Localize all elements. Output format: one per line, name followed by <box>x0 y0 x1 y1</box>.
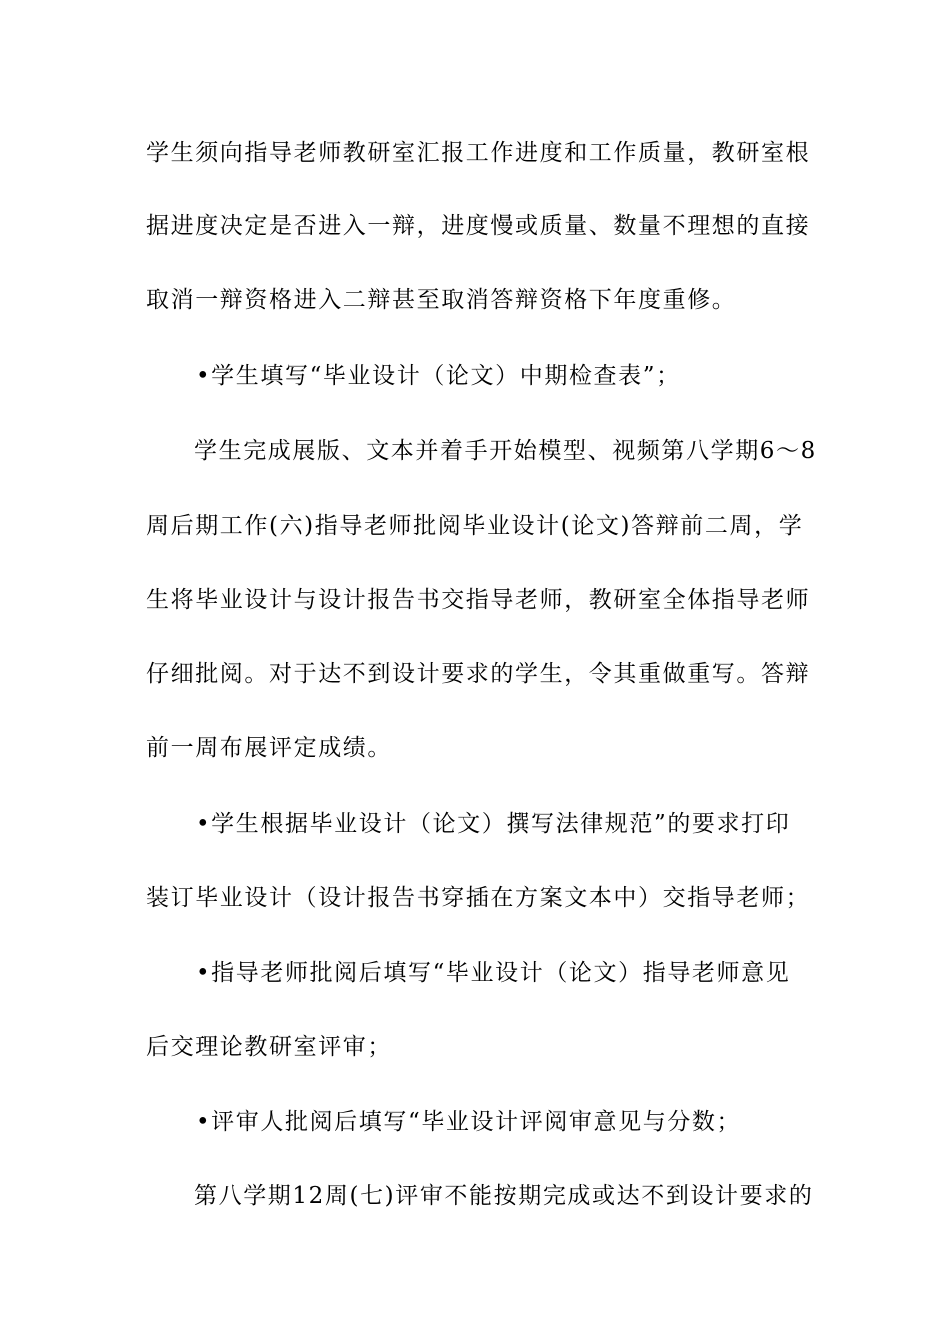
bullet-line: •评审人批阅后填写“毕业设计评阅审意见与分数； <box>196 1109 742 1135</box>
text-line: 仔细批阅。对于达不到设计要求的学生，令其重做重写。答辩 <box>146 661 811 687</box>
text-line: 学生须向指导老师教研室汇报工作进度和工作质量，教研室根 <box>146 140 811 166</box>
text-line: 据进度决定是否进入一辩，进度慢或质量、数量不理想的直接 <box>146 213 811 239</box>
text-line: 周后期工作(六)指导老师批阅毕业设计(论文)答辩前二周，学 <box>146 513 804 539</box>
bullet-line: •学生根据毕业设计（论文）撰写法律规范”的要求打印 <box>196 811 791 837</box>
text-line: 前一周布展评定成绩。 <box>146 735 392 761</box>
text-line: 取消一辩资格进入二辩甚至取消答辩资格下年度重修。 <box>146 287 737 313</box>
text-line: 学生完成展版、文本并着手开始模型、视频第八学期6～8 <box>194 438 817 464</box>
text-line: 第八学期12周(七)评审不能按期完成或达不到设计要求的 <box>194 1183 814 1209</box>
bullet-line: •指导老师批阅后填写“毕业设计（论文）指导老师意见 <box>196 960 791 986</box>
bullet-line: •学生填写“毕业设计（论文）中期检查表”； <box>196 363 681 389</box>
text-line: 后交理论教研室评审； <box>146 1034 392 1060</box>
text-line: 装订毕业设计（设计报告书穿插在方案文本中）交指导老师； <box>146 885 811 911</box>
text-line: 生将毕业设计与设计报告书交指导老师，教研室全体指导老师 <box>146 587 811 613</box>
